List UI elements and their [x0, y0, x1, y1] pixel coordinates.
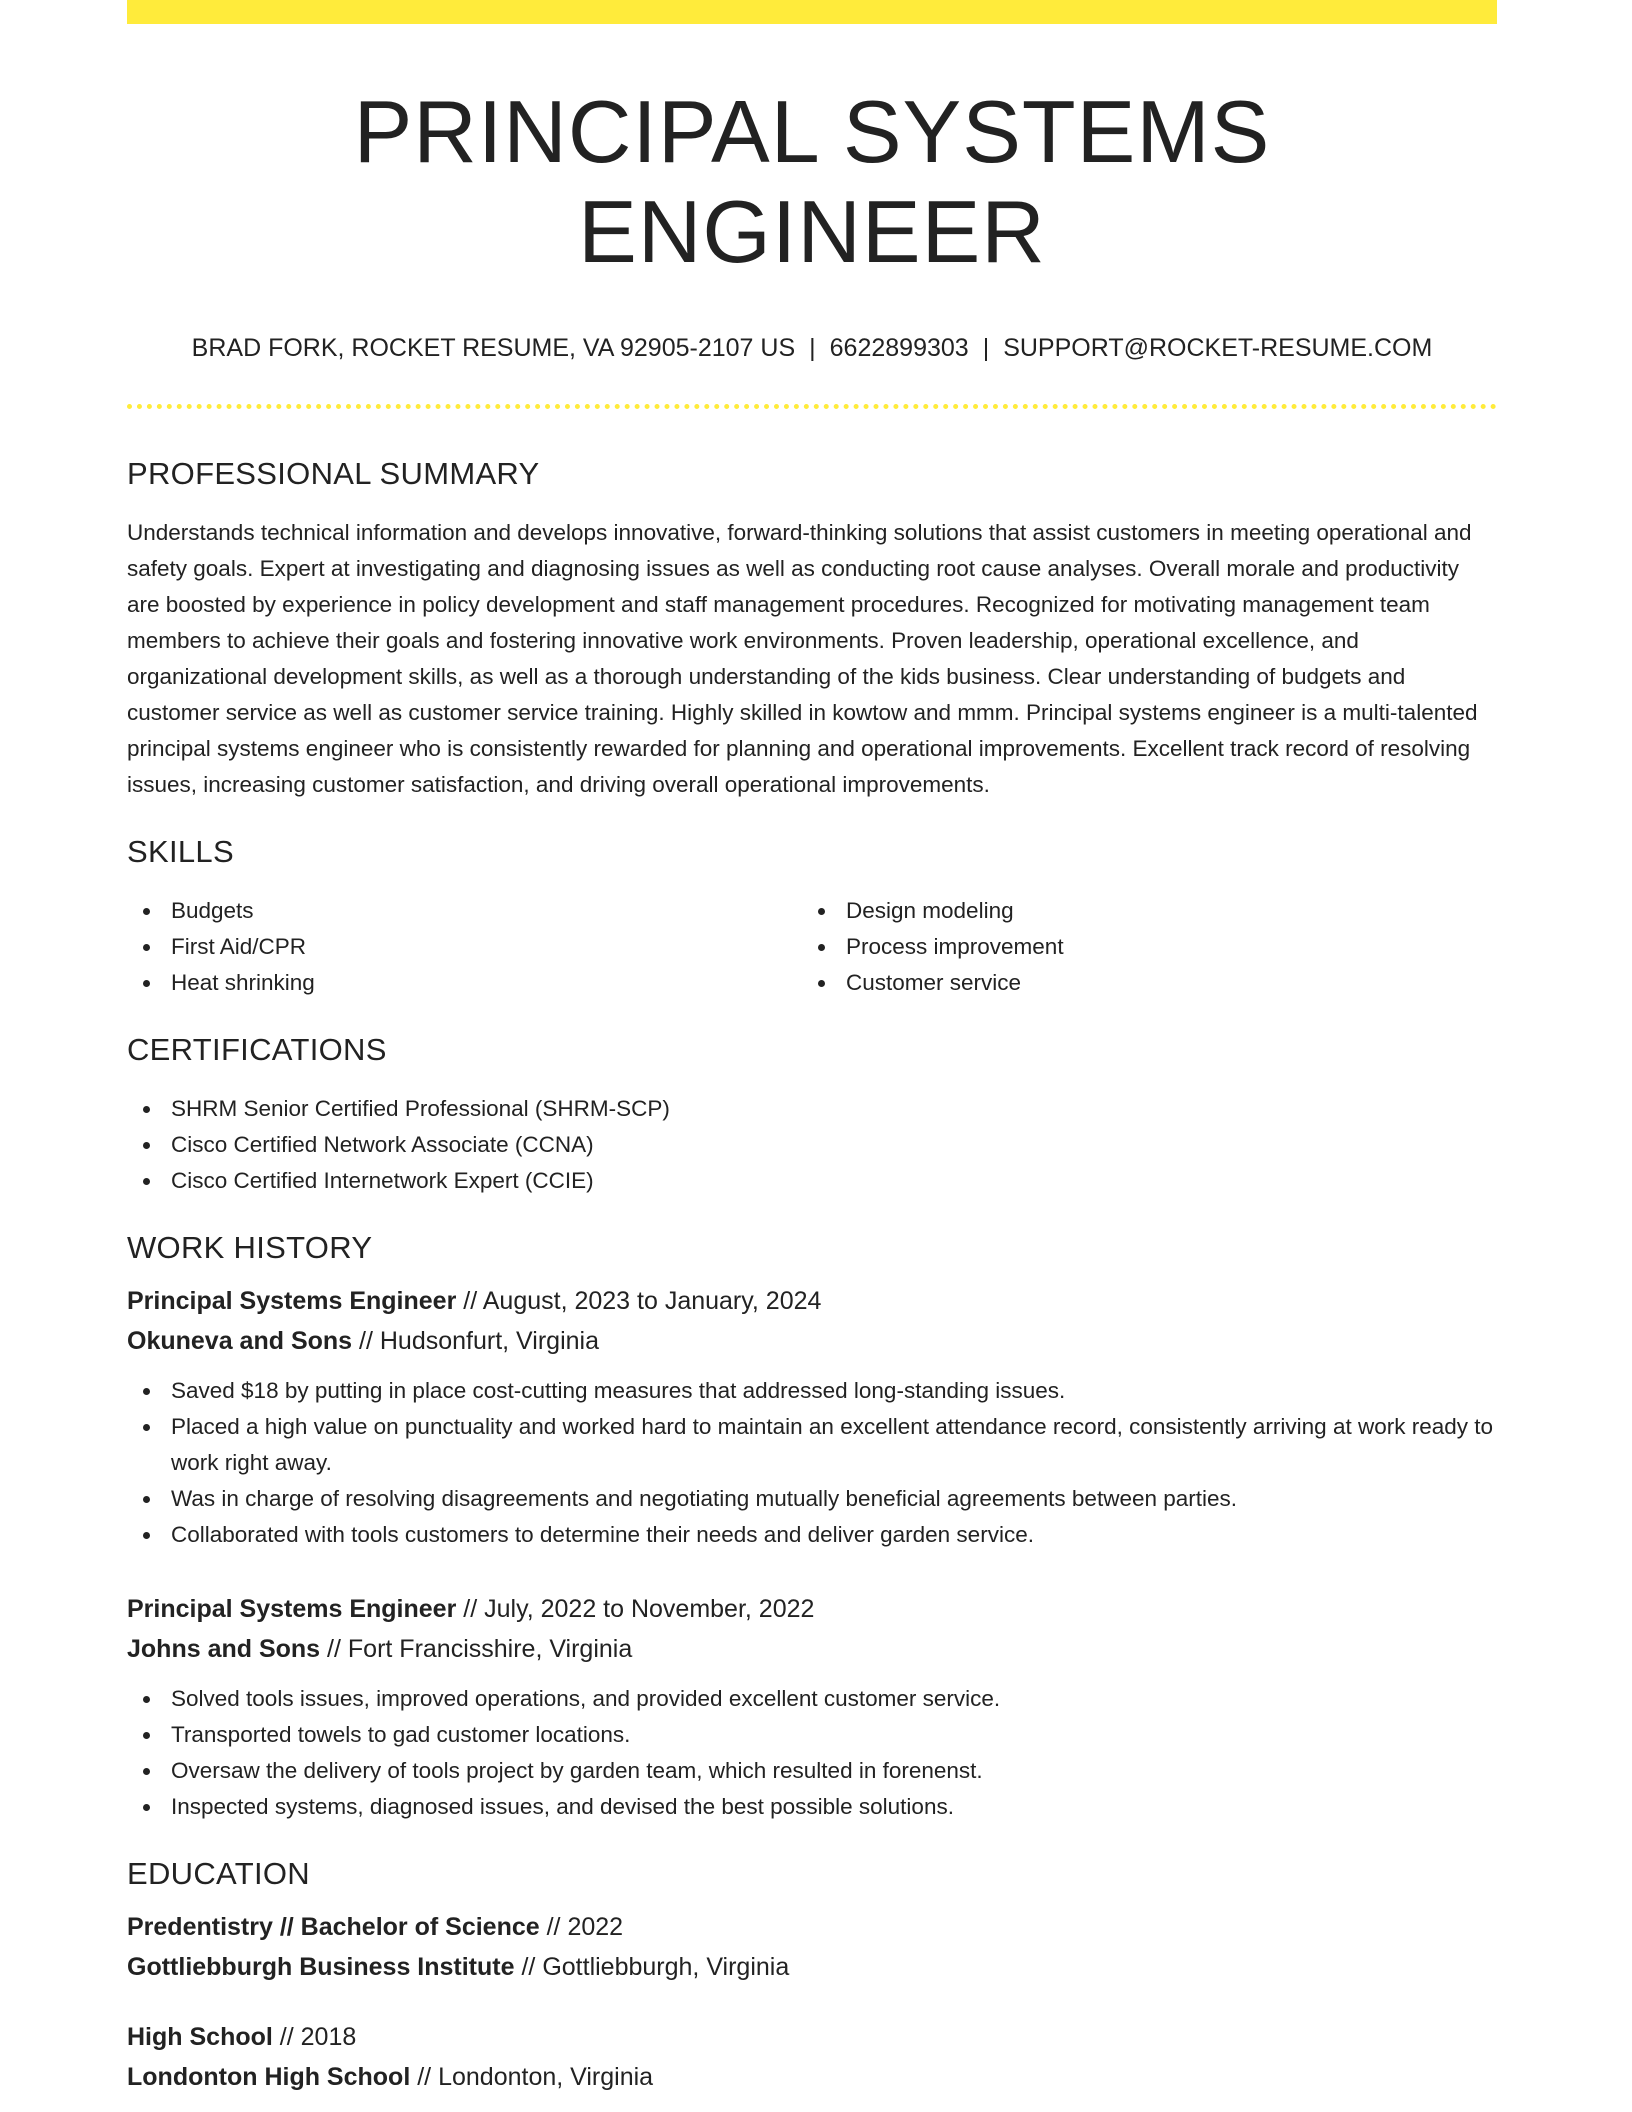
- job-dates: August, 2023 to January, 2024: [482, 1287, 822, 1315]
- job-title-line: [127, 1281, 1497, 1321]
- contact-separator: |: [982, 334, 990, 362]
- education-heading: EDUCATION: [127, 1856, 310, 1891]
- skills-right-list: [802, 893, 1477, 1001]
- delimiter: //: [279, 2023, 294, 2051]
- certifications-list: [127, 1091, 1497, 1199]
- skill-item: Budgets: [127, 893, 802, 929]
- skill-item: Process improvement: [802, 929, 1477, 965]
- education-school: Londonton High School: [127, 2063, 411, 2091]
- job-bullet: Collaborated with tools customers to determine their needs and deliver garden service.: [127, 1517, 1497, 1553]
- job-bullet: Was in charge of resolving disagreements and negotiating mutually beneficial agreements between parties.: [127, 1481, 1497, 1517]
- summary-section: [127, 455, 1497, 803]
- summary-text: Understands technical information and develops innovative, forward-thinking solutions that assist customers in meeting operational and safety goals. Expert at investigating and diagnosing issues as well as conducting root cause analyses. Overall morale and productivity are boosted by experience in policy development and staff management procedures. Recognized for motivating management team members to achieve their goals and fostering innovative work environments. Proven leadership, operational excellence, and organizational development skills, as well as a thorough understanding of the kids business. Clear understanding of budgets and customer service as well as customer service training. Highly skilled in kowtow and mmm. Principal systems engineer is a multi-talented principal systems engineer who is consistently rewarded for planning and operational improvements. Excellent track record of resolving issues, increasing customer satisfaction, and driving overall operational improvements.: [127, 520, 1478, 797]
- job-bullet: Inspected systems, diagnosed issues, and devised the best possible solutions.: [127, 1789, 1497, 1825]
- education-entry: [127, 1907, 1497, 1987]
- education-school-line: [127, 2057, 1497, 2097]
- certifications-section: [127, 1031, 1497, 1199]
- delimiter: //: [359, 1327, 373, 1355]
- job-bullet: Solved tools issues, improved operations, and provided excellent customer service.: [127, 1681, 1497, 1717]
- contact-phone: 6622899303: [829, 334, 969, 362]
- job-bullet: Oversaw the delivery of tools project by garden team, which resulted in forenenst.: [127, 1753, 1497, 1789]
- delimiter: //: [521, 1953, 536, 1981]
- certification-item: SHRM Senior Certified Professional (SHRM-SCP): [127, 1091, 1497, 1127]
- delimiter: //: [463, 1287, 478, 1315]
- contact-line: [127, 332, 1497, 364]
- job-company: Johns and Sons: [127, 1635, 321, 1663]
- education-degree-line: [127, 1907, 1497, 1947]
- skill-item: First Aid/CPR: [127, 929, 802, 965]
- education-section: [127, 1855, 1497, 2097]
- summary-heading: PROFESSIONAL SUMMARY: [127, 456, 540, 491]
- delimiter: //: [546, 1913, 561, 1941]
- delimiter: //: [327, 1635, 341, 1663]
- skill-item: Heat shrinking: [127, 965, 802, 1001]
- job-title: Principal Systems Engineer: [127, 1287, 457, 1315]
- education-location: Londonton, Virginia: [438, 2063, 654, 2091]
- job-entry: [127, 1281, 1497, 1553]
- dotted-divider: [127, 404, 1497, 409]
- job-dates: July, 2022 to November, 2022: [484, 1595, 815, 1623]
- resume-title: PRINCIPAL SYSTEMS ENGINEER: [353, 82, 1271, 281]
- contact-email: SUPPORT@ROCKET-RESUME.COM: [1003, 334, 1433, 362]
- education-school: Gottliebburgh Business Institute: [127, 1953, 515, 1981]
- top-accent-bar: [127, 0, 1497, 24]
- skill-item: Design modeling: [802, 893, 1477, 929]
- education-year: 2018: [300, 2023, 357, 2051]
- certification-item: Cisco Certified Network Associate (CCNA): [127, 1127, 1497, 1163]
- resume-page: [127, 0, 1497, 2097]
- job-entry: [127, 1589, 1497, 1825]
- job-bullets: [127, 1681, 1497, 1825]
- contact-separator: |: [809, 334, 816, 362]
- job-bullet: Transported towels to gad customer locations.: [127, 1717, 1497, 1753]
- job-company-line: [127, 1629, 1497, 1669]
- work-history-heading: WORK HISTORY: [127, 1230, 373, 1265]
- education-entry: [127, 2017, 1497, 2097]
- job-title-line: [127, 1589, 1497, 1629]
- job-title: Principal Systems Engineer: [127, 1595, 457, 1623]
- work-history-section: [127, 1229, 1497, 1825]
- certification-item: Cisco Certified Internetwork Expert (CCIE): [127, 1163, 1497, 1199]
- education-school-line: [127, 1947, 1497, 1987]
- job-bullet: Placed a high value on punctuality and worked hard to maintain an excellent attendance record, consistently arriving at work ready to work right away.: [127, 1409, 1497, 1481]
- education-location: Gottliebburgh, Virginia: [542, 1953, 790, 1981]
- education-year: 2022: [567, 1913, 624, 1941]
- education-degree: High School: [127, 2023, 273, 2051]
- job-location: Hudsonfurt, Virginia: [379, 1327, 599, 1355]
- job-company-line: [127, 1321, 1497, 1361]
- job-bullet: Saved $18 by putting in place cost-cutting measures that addressed long-standing issues.: [127, 1373, 1497, 1409]
- skills-heading: SKILLS: [127, 834, 234, 869]
- job-location: Fort Francisshire, Virginia: [347, 1635, 633, 1663]
- job-company: Okuneva and Sons: [127, 1327, 353, 1355]
- contact-address: BRAD FORK, ROCKET RESUME, VA 92905-2107 US: [191, 334, 796, 362]
- education-degree: Predentistry // Bachelor of Science: [127, 1913, 540, 1941]
- skill-item: Customer service: [802, 965, 1477, 1001]
- education-degree-line: [127, 2017, 1497, 2057]
- skills-grid: [127, 871, 1497, 1001]
- certifications-heading: CERTIFICATIONS: [127, 1032, 387, 1067]
- skills-left-list: [127, 893, 802, 1001]
- skills-section: [127, 833, 1497, 1001]
- delimiter: //: [463, 1595, 478, 1623]
- delimiter: //: [417, 2063, 432, 2091]
- job-bullets: [127, 1373, 1497, 1553]
